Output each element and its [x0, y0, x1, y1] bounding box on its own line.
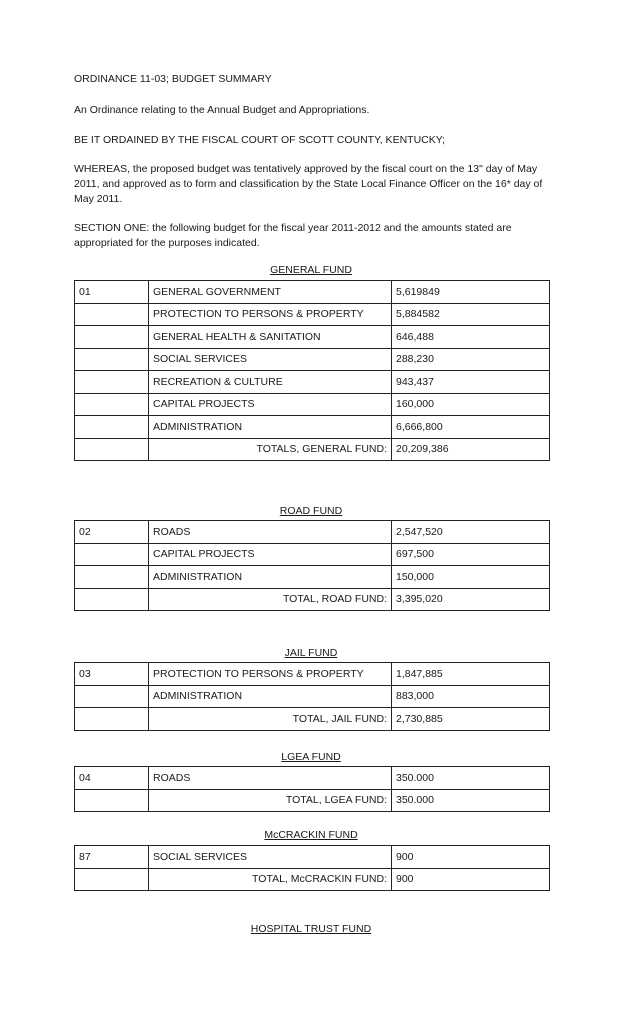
total-row — [75, 708, 550, 731]
ordinance-title: ORDINANCE 11-03; BUDGET SUMMARY — [74, 73, 272, 85]
empty-code-cell — [75, 371, 149, 394]
fund-title-hospital-trust: HOSPITAL TRUST FUND — [250, 923, 372, 935]
line-item-label: SOCIAL SERVICES — [149, 846, 392, 869]
line-item-amount: 6,666,800 — [392, 416, 550, 439]
empty-code-cell — [75, 543, 149, 566]
line-item-amount: 150,000 — [392, 566, 550, 589]
table-row — [75, 767, 550, 790]
fund-title-lgea: LGEA FUND — [281, 751, 341, 763]
line-item-amount: 350.000 — [392, 767, 550, 790]
total-label: TOTALS, GENERAL FUND: — [149, 438, 392, 461]
table-row — [75, 543, 550, 566]
line-item-label: ADMINISTRATION — [149, 685, 392, 708]
table-row — [75, 393, 550, 416]
line-item-amount: 5,619849 — [392, 281, 550, 304]
jail-fund-table — [74, 662, 550, 731]
table-row — [75, 371, 550, 394]
total-label: TOTAL, JAIL FUND: — [149, 708, 392, 731]
line-item-label: SOCIAL SERVICES — [149, 348, 392, 371]
line-item-label: GENERAL GOVERNMENT — [149, 281, 392, 304]
table-row — [75, 685, 550, 708]
lgea-fund-table — [74, 766, 550, 812]
fund-code: 04 — [75, 767, 149, 790]
line-item-amount: 2,547,520 — [392, 521, 550, 544]
fund-code: 03 — [75, 663, 149, 686]
total-amount: 350.000 — [392, 789, 550, 812]
empty-code-cell — [75, 326, 149, 349]
total-row — [75, 868, 550, 891]
empty-code-cell — [75, 708, 149, 731]
total-label: TOTAL, ROAD FUND: — [149, 588, 392, 611]
empty-code-cell — [75, 588, 149, 611]
table-row — [75, 348, 550, 371]
road-fund-table — [74, 520, 550, 611]
empty-code-cell — [75, 303, 149, 326]
line-item-label: ROADS — [149, 521, 392, 544]
mccrackin-fund-table — [74, 845, 550, 891]
fund-title-road: ROAD FUND — [279, 505, 343, 517]
fund-code: 87 — [75, 846, 149, 869]
total-amount: 3,395,020 — [392, 588, 550, 611]
empty-code-cell — [75, 348, 149, 371]
line-item-amount: 900 — [392, 846, 550, 869]
line-item-label: CAPITAL PROJECTS — [149, 393, 392, 416]
total-row — [75, 789, 550, 812]
line-item-label: CAPITAL PROJECTS — [149, 543, 392, 566]
line-item-label: ROADS — [149, 767, 392, 790]
table-row — [75, 416, 550, 439]
empty-code-cell — [75, 789, 149, 812]
total-label: TOTAL, McCRACKIN FUND: — [149, 868, 392, 891]
empty-code-cell — [75, 685, 149, 708]
fund-title-mccrackin: McCRACKIN FUND — [264, 829, 358, 841]
total-row — [75, 588, 550, 611]
table-row — [75, 281, 550, 304]
line-item-amount: 883,000 — [392, 685, 550, 708]
line-item-amount: 160,000 — [392, 393, 550, 416]
total-amount: 2,730,885 — [392, 708, 550, 731]
table-row — [75, 521, 550, 544]
table-row — [75, 303, 550, 326]
empty-code-cell — [75, 416, 149, 439]
total-amount: 20,209,386 — [392, 438, 550, 461]
line-item-amount: 646,488 — [392, 326, 550, 349]
general-fund-table — [74, 280, 550, 461]
table-row — [75, 846, 550, 869]
table-row — [75, 566, 550, 589]
fund-code: 02 — [75, 521, 149, 544]
total-label: TOTAL, LGEA FUND: — [149, 789, 392, 812]
line-item-label: ADMINISTRATION — [149, 416, 392, 439]
line-item-label: GENERAL HEALTH & SANITATION — [149, 326, 392, 349]
fund-code: 01 — [75, 281, 149, 304]
line-item-label: PROTECTION TO PERSONS & PROPERTY — [149, 303, 392, 326]
total-row — [75, 438, 550, 461]
empty-code-cell — [75, 393, 149, 416]
line-item-amount: 943,437 — [392, 371, 550, 394]
line-item-label: PROTECTION TO PERSONS & PROPERTY — [149, 663, 392, 686]
total-amount: 900 — [392, 868, 550, 891]
line-item-label: RECREATION & CULTURE — [149, 371, 392, 394]
ordinance-intro: An Ordinance relating to the Annual Budget and Appropriations. — [74, 104, 370, 116]
line-item-amount: 288,230 — [392, 348, 550, 371]
fund-title-jail: JAIL FUND — [284, 647, 338, 659]
line-item-amount: 5,884582 — [392, 303, 550, 326]
fund-title-general: GENERAL FUND — [270, 264, 352, 276]
whereas-paragraph: WHEREAS, the proposed budget was tentatively approved by the fiscal court on the 13" day of May 2011, and approved as to form and classification by the State Local Finance Officer on the 16* day of May 2011. — [74, 163, 543, 205]
line-item-amount: 697,500 — [392, 543, 550, 566]
line-item-label: ADMINISTRATION — [149, 566, 392, 589]
line-item-amount: 1,847,885 — [392, 663, 550, 686]
table-row — [75, 326, 550, 349]
empty-code-cell — [75, 868, 149, 891]
section-one-paragraph: SECTION ONE: the following budget for the fiscal year 2011-2012 and the amounts stated are appropriated for the purposes indicated. — [74, 222, 512, 249]
ordained-statement: BE IT ORDAINED BY THE FISCAL COURT OF SCOTT COUNTY, KENTUCKY; — [74, 134, 445, 146]
empty-code-cell — [75, 566, 149, 589]
empty-code-cell — [75, 438, 149, 461]
table-row — [75, 663, 550, 686]
